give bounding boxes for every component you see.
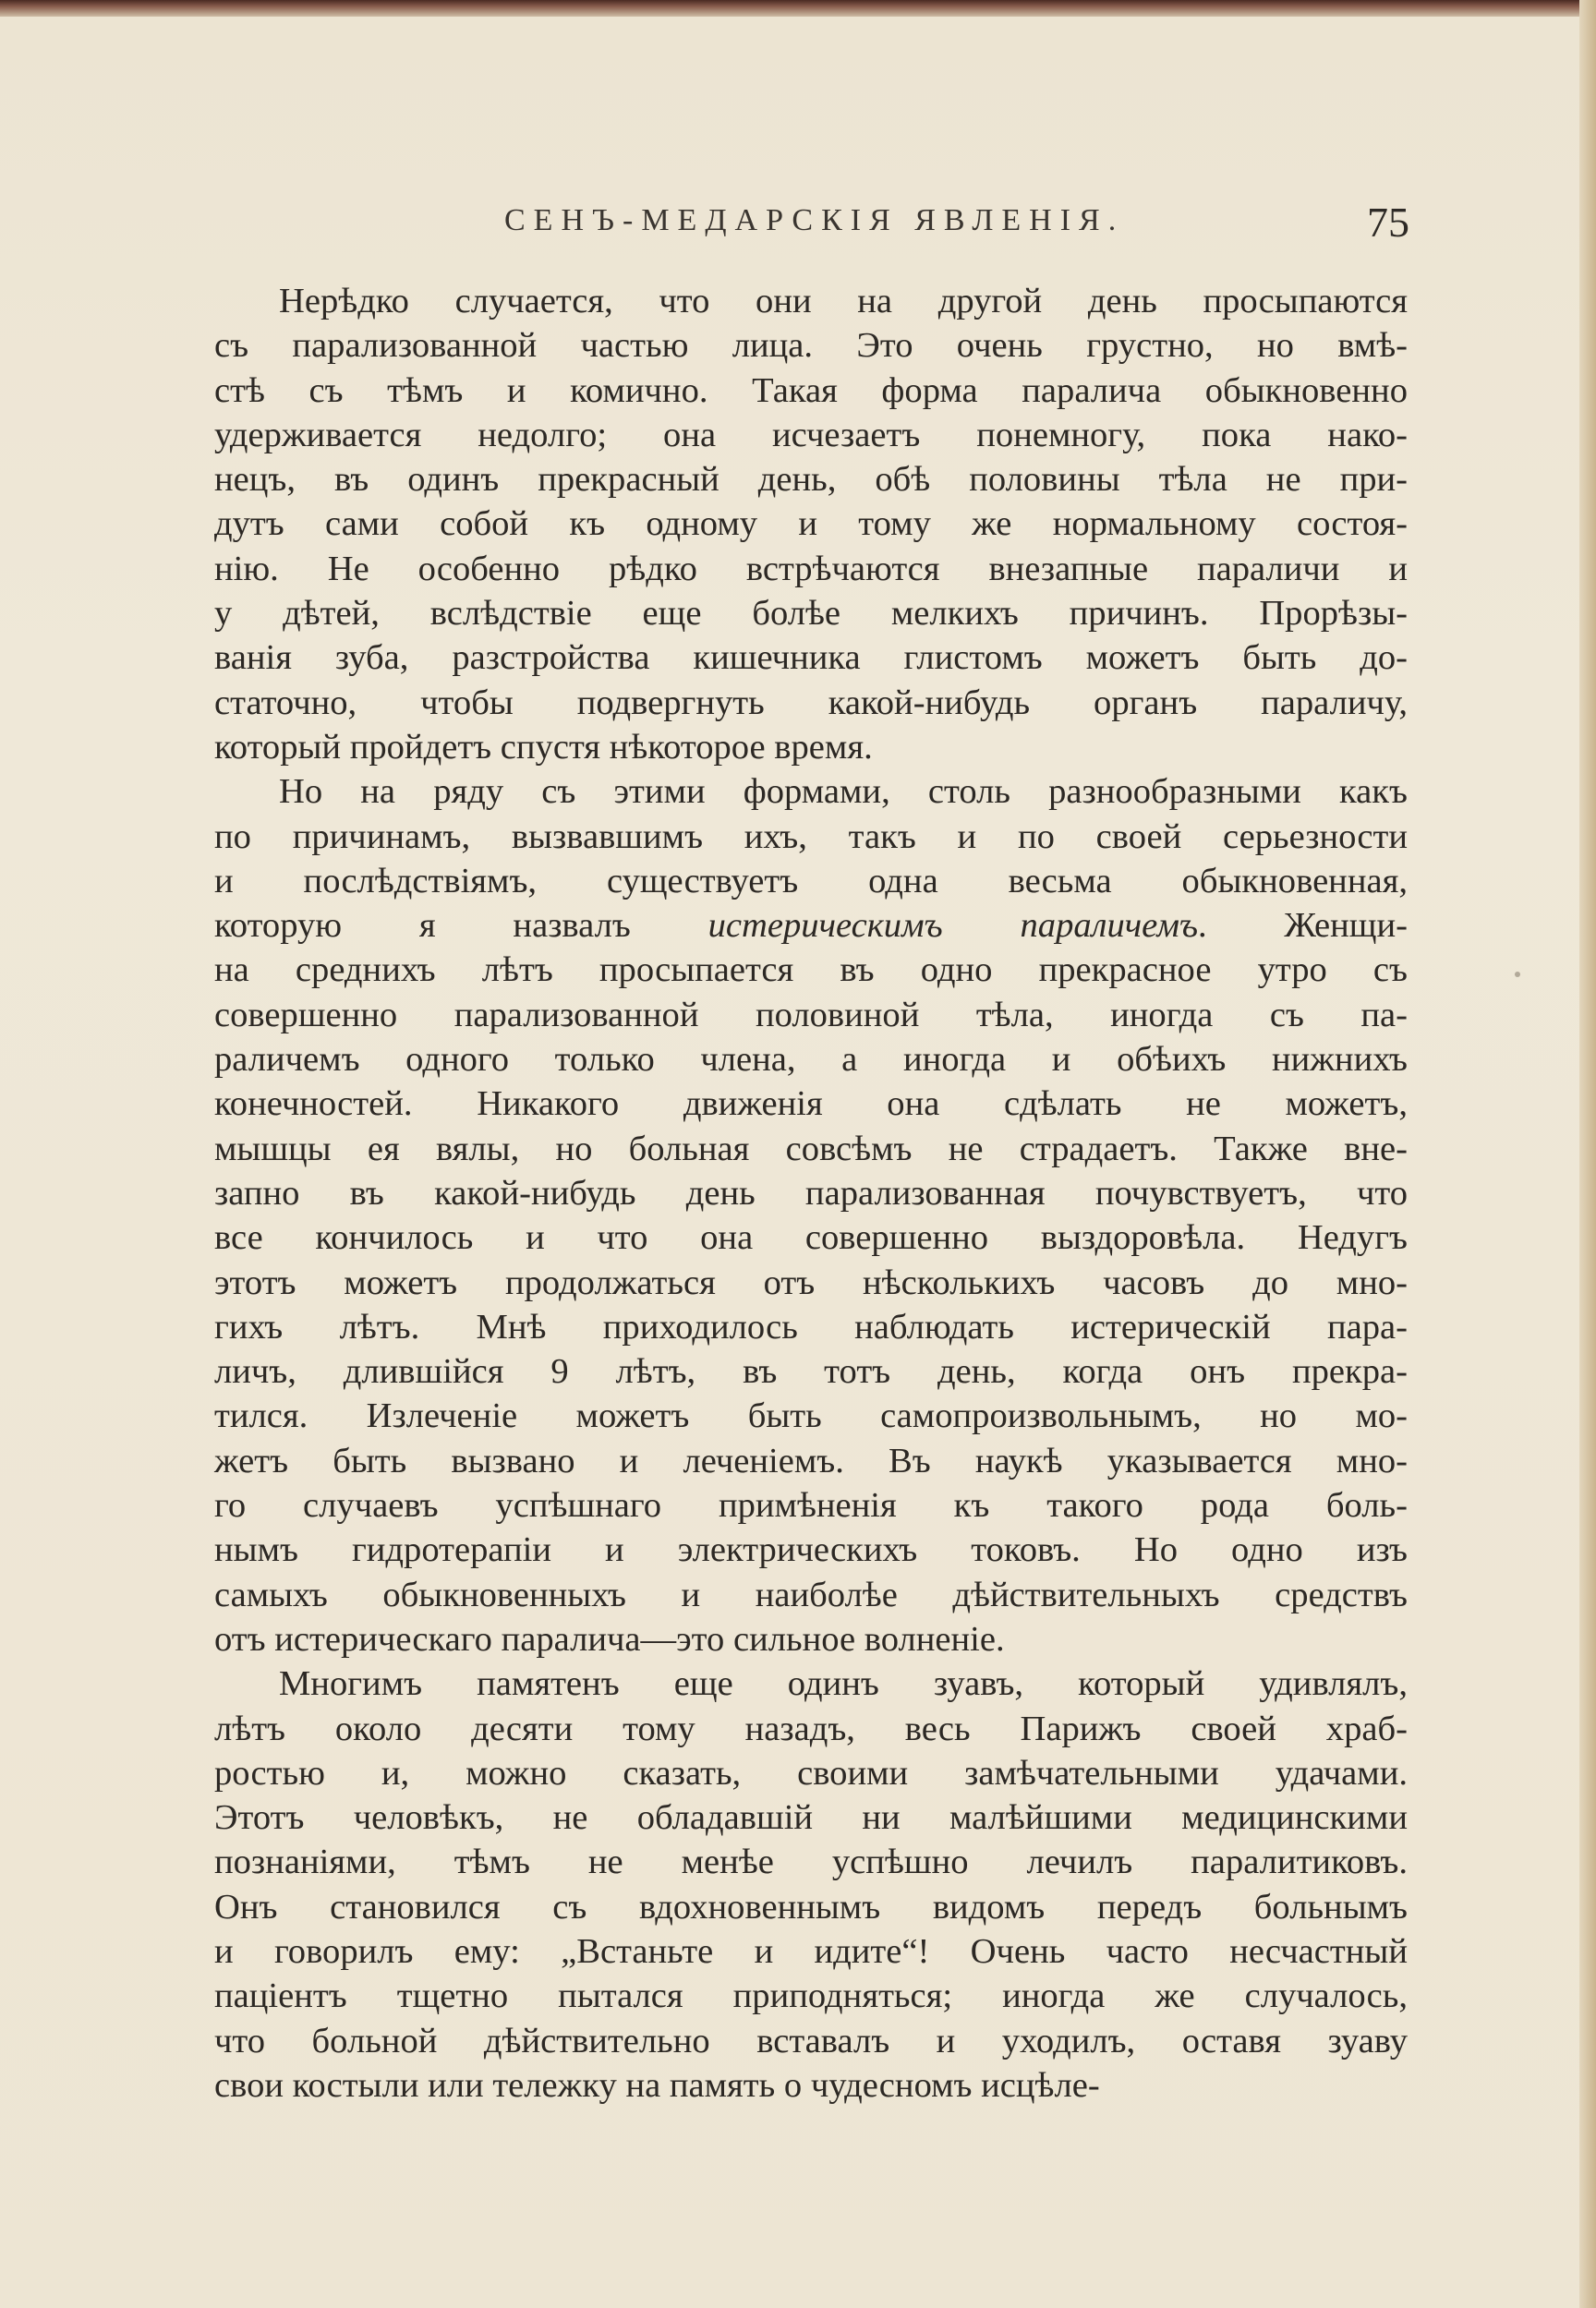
text-line: Но на ряду съ этими формами, столь разнообразными какъ xyxy=(279,772,1408,812)
page-top-edge xyxy=(0,0,1596,17)
paragraph xyxy=(214,1662,1408,2108)
text-line: нецъ, въ одинъ прекрасный день, обѣ половины тѣла не при- xyxy=(214,460,1408,500)
text-line: лѣтъ около десяти тому назадъ, весь Парижъ своей храб- xyxy=(214,1709,1408,1748)
text-line: который пройдетъ спустя нѣкоторое время. xyxy=(214,727,873,767)
text-line: раличемъ одного только члена, а иногда и обѣихъ нижнихъ xyxy=(214,1040,1408,1080)
text-line: Этотъ человѣкъ, не обладавшій ни малѣйшими медицинскими xyxy=(214,1798,1408,1838)
text-line: у дѣтей, вслѣдствіе еще болѣе мелкихъ причинъ. Прорѣзы- xyxy=(214,594,1408,634)
text-line: Нерѣдко случается, что они на другой день просыпаются xyxy=(279,282,1408,320)
text-line: нію. Не особенно рѣдко встрѣчаются внезапные параличи и xyxy=(214,549,1408,588)
text-line: удерживается недолго; она исчезаетъ понемногу, пока нако- xyxy=(214,415,1408,454)
text-line: нымъ гидротерапіи и электрическихъ токовъ. Но одно изъ xyxy=(214,1530,1408,1570)
paper-speck xyxy=(1515,972,1520,977)
text-line: тился. Излеченіе можетъ быть самопроизвольнымъ, но мо- xyxy=(214,1396,1408,1436)
text-line: запно въ какой-нибудь день парализованная почувствуетъ, что xyxy=(214,1173,1408,1213)
body-text xyxy=(214,279,1408,2108)
page-header xyxy=(504,198,1409,249)
text-line: свои костыли или тележку на память о чудесномъ исцѣле- xyxy=(214,2065,1100,2105)
paragraph xyxy=(214,279,1408,769)
text-line: которую я назвалъ истерическимъ параличемъ. Женщи- xyxy=(214,906,1408,946)
paragraph xyxy=(214,769,1408,1662)
text-line: на среднихъ лѣтъ просыпается въ одно прекрасное утро съ xyxy=(214,950,1408,990)
text-line: самыхъ обыкновенныхъ и наиболѣе дѣйствительныхъ средствъ xyxy=(214,1575,1408,1614)
text-line: ванія зуба, разстройства кишечника глистомъ можетъ быть до- xyxy=(214,638,1408,678)
page-right-edge xyxy=(1579,0,1596,2308)
text-line: дутъ сами собой къ одному и тому же нормальному состоя- xyxy=(214,504,1408,544)
text-line: ростью и, можно сказать, своими замѣчательными удачами. xyxy=(214,1753,1408,1793)
text-line: этотъ можетъ продолжаться отъ нѣсколькихъ часовъ до мно- xyxy=(214,1263,1408,1302)
text-line: гихъ лѣтъ. Мнѣ приходилось наблюдать истерическій пара- xyxy=(214,1307,1408,1347)
text-line: личъ, длившійся 9 лѣтъ, въ тотъ день, когда онъ прекра- xyxy=(214,1352,1408,1392)
text-line: и послѣдствіямъ, существуетъ одна весьма обыкновенная, xyxy=(214,861,1408,900)
text-line: Онъ становился съ вдохновеннымъ видомъ передъ больнымъ xyxy=(214,1887,1408,1927)
text-line: познаніями, тѣмъ не менѣе успѣшно лечилъ паралитиковъ. xyxy=(214,1843,1408,1882)
italic-term: истерическимъ параличемъ xyxy=(707,906,1198,946)
text-line: все кончилось и что она совершенно выздоровѣла. Недугъ xyxy=(214,1218,1408,1258)
text-line: конечностей. Никакого движенія она сдѣлать не можетъ, xyxy=(214,1084,1408,1124)
text-line: стѣ съ тѣмъ и комично. Такая форма паралича обыкновенно xyxy=(214,370,1408,410)
text-line: совершенно парализованной половиной тѣла, иногда съ па- xyxy=(214,995,1408,1034)
text-line: отъ истерическаго паралича—это сильное волненіе. xyxy=(214,1619,1005,1659)
text-line: статочно, чтобы подвергнуть какой-нибудь органъ параличу, xyxy=(214,683,1408,722)
text-line: паціентъ тщетно пытался приподняться; иногда же случалось, xyxy=(214,1976,1408,2016)
page-number: 75 xyxy=(1367,199,1409,246)
text-line: жетъ быть вызвано и леченіемъ. Въ наукѣ указывается мно- xyxy=(214,1441,1408,1480)
running-title: СЕНЪ-МЕДАРСКІЯ ЯВЛЕНІЯ. xyxy=(504,203,1125,237)
text-line: го случаевъ успѣшнаго примѣненія къ такого рода боль- xyxy=(214,1486,1408,1526)
text-line: и говорилъ ему: „Встаньте и идите“! Очень часто несчастный xyxy=(214,1931,1408,1971)
text-line: что больной дѣйствительно вставалъ и уходилъ, оставя зуаву xyxy=(214,2021,1408,2060)
text-line: съ парализованной частью лица. Это очень грустно, но вмѣ- xyxy=(214,326,1408,366)
text-line: по причинамъ, вызвавшимъ ихъ, такъ и по своей серьезности xyxy=(214,816,1408,856)
text-line: мышцы ея вялы, но больная совсѣмъ не страдаетъ. Также вне- xyxy=(214,1129,1408,1168)
text-line: Многимъ памятенъ еще одинъ зуавъ, который удивлялъ, xyxy=(279,1664,1408,1704)
